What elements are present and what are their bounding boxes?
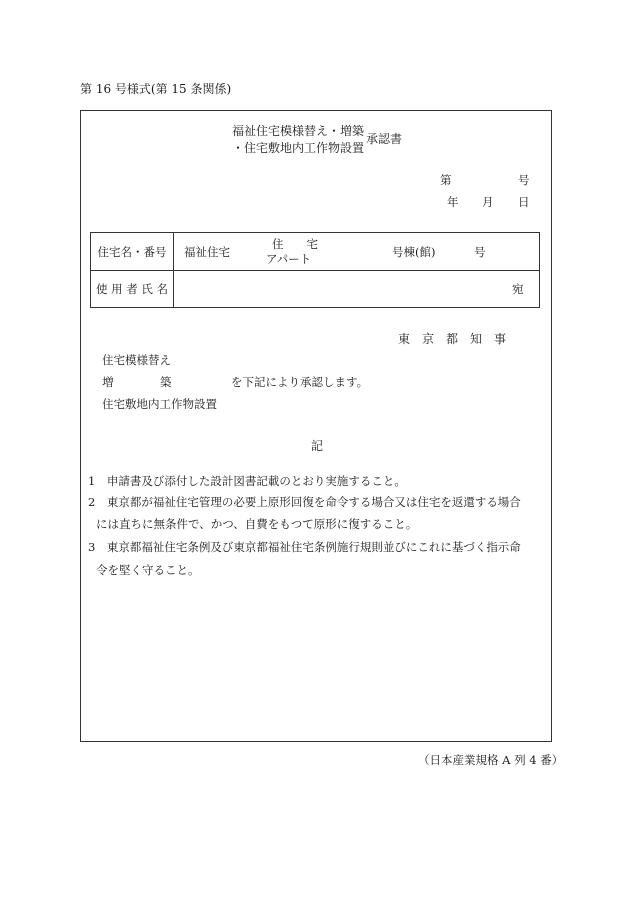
building-number-label: 号棟(館) — [392, 245, 436, 259]
date-month-label: 月 — [482, 195, 494, 209]
title-line-1: 福祉住宅模様替え・増築 — [232, 124, 365, 138]
form-number-label: 第 16 号様式(第 15 条関係) — [80, 82, 232, 96]
housing-option-apartment: アパート — [266, 252, 312, 266]
housing-option-jutaku: 住 宅 — [272, 237, 318, 251]
unit-number-label: 号 — [474, 245, 486, 259]
condition-1: 1 申請書及び添付した設計図書記載のとおり実施すること。 — [88, 474, 406, 488]
user-row — [91, 271, 540, 308]
condition-2-line-2: には直ちに無条件で、かつ、自費をもつて原形に復すること。 — [96, 517, 418, 531]
action-extension-char-2: 築 — [160, 375, 172, 389]
action-structure-installation: 住宅敷地内工作物設置 — [102, 397, 217, 411]
number-prefix: 第 — [440, 173, 452, 187]
title-line-2: ・住宅敷地内工作物設置 — [232, 141, 365, 155]
housing-name-label: 住宅名・番号 — [91, 233, 174, 271]
honorific-label: 宛 — [512, 282, 524, 296]
action-remodel: 住宅模様替え — [102, 353, 171, 367]
date-day-label: 日 — [518, 195, 530, 209]
number-suffix: 号 — [518, 173, 530, 187]
date-year-label: 年 — [447, 195, 459, 209]
housing-info-table — [90, 232, 540, 308]
paper-size-note: （日本産業規格 A 列 4 番） — [418, 753, 564, 767]
housing-name-field — [174, 233, 540, 271]
condition-3-line-2: 令を堅く守ること。 — [96, 563, 200, 577]
ki-heading: 記 — [311, 439, 324, 453]
condition-2-line-1: 2 東京都が福祉住宅管理の必要上原形回復を命令する場合又は住宅を返還する場合 — [88, 495, 521, 509]
user-name-label: 使 用 者 氏 名 — [91, 271, 174, 308]
action-extension-char-1: 増 — [102, 375, 114, 389]
user-name-field — [174, 271, 540, 308]
housing-row — [91, 233, 540, 271]
housing-type-label: 福祉住宅 — [184, 245, 230, 259]
title-suffix: 承認書 — [366, 132, 403, 146]
condition-3-line-1: 3 東京都福祉住宅条例及び東京都福祉住宅条例施行規則並びにこれに基づく指示命 — [88, 540, 521, 554]
issuer-name: 東 京 都 知 事 — [398, 332, 507, 346]
approval-statement: を下記により承認します。 — [231, 375, 369, 389]
